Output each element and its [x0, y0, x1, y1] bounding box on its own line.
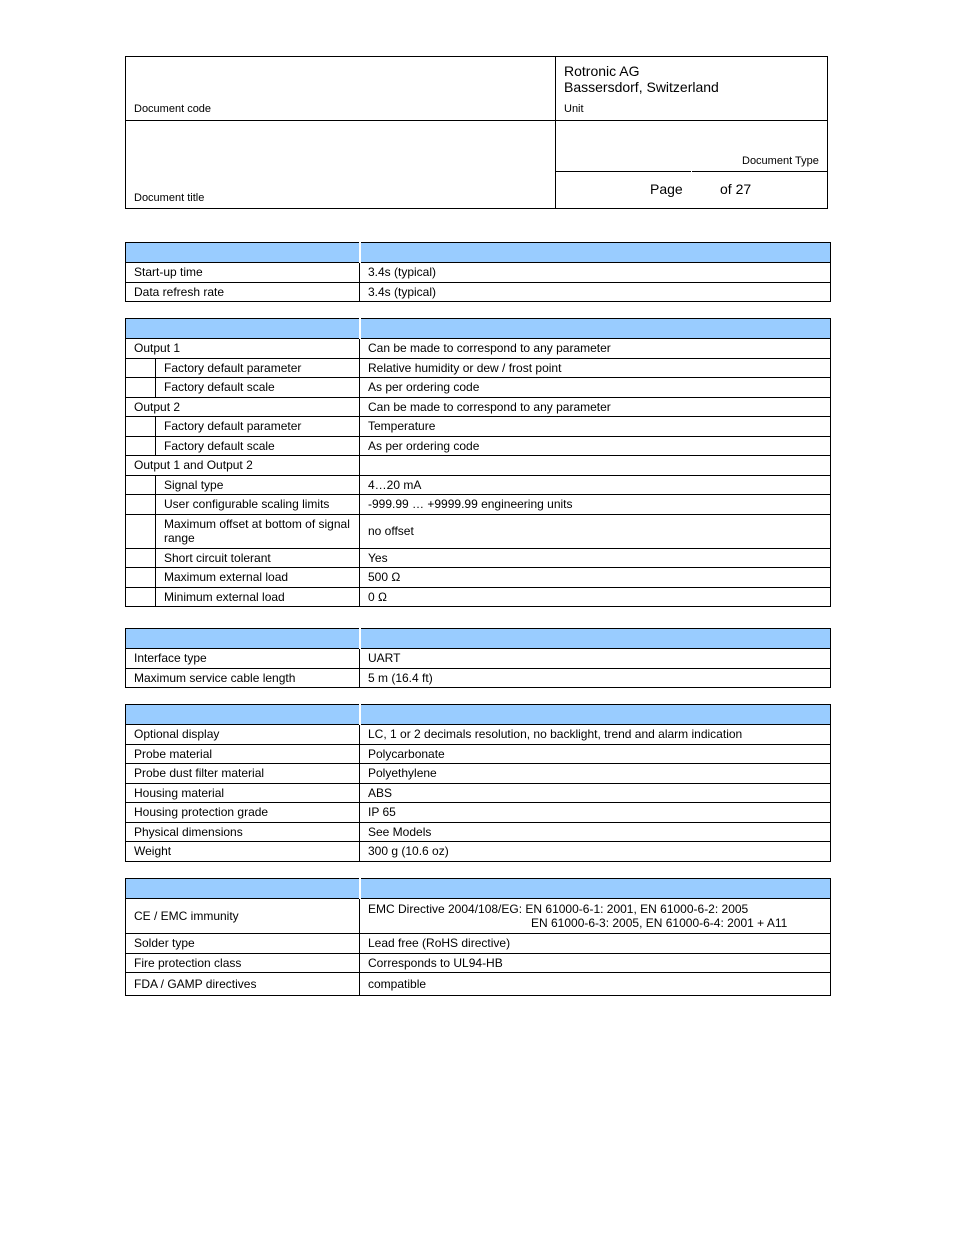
page-cell-gap	[691, 171, 692, 208]
row-label: Factory default scale	[156, 436, 360, 456]
header-divider-horizontal	[126, 120, 827, 121]
row-value: See Models	[360, 822, 831, 842]
row-label: Factory default parameter	[156, 358, 360, 378]
table-row	[126, 568, 831, 588]
table-row	[126, 649, 831, 669]
emc-line-1: EMC Directive 2004/108/EG: EN 61000-6-1: 2001, EN 61000-6-2: 2005	[368, 902, 749, 916]
emc-line-2: EN 61000-6-3: 2005, EN 61000-6-4: 2001 + A11	[531, 916, 788, 930]
row-label: Fire protection class	[126, 953, 360, 973]
row-value: Polycarbonate	[360, 744, 831, 764]
row-label: Interface type	[126, 649, 360, 669]
row-value	[360, 899, 831, 934]
row-label: Weight	[126, 842, 360, 862]
table-row	[126, 436, 831, 456]
unit-label: Unit	[564, 103, 584, 115]
table-row	[126, 803, 831, 823]
interface-table	[125, 628, 831, 688]
row-value: ABS	[360, 783, 831, 803]
row-value: 300 g (10.6 oz)	[360, 842, 831, 862]
table-row	[126, 764, 831, 784]
table-row	[126, 514, 831, 548]
row-label: Maximum external load	[156, 568, 360, 588]
compliance-table	[125, 878, 831, 996]
table-header-row	[126, 243, 831, 263]
row-label: Minimum external load	[156, 587, 360, 607]
row-label: User configurable scaling limits	[156, 495, 360, 515]
row-label: Start-up time	[126, 263, 360, 283]
row-label: Short circuit tolerant	[156, 548, 360, 568]
table-row	[126, 934, 831, 954]
header-divider-vertical	[555, 57, 556, 208]
row-label: Data refresh rate	[126, 282, 360, 302]
row-value: Corresponds to UL94-HB	[360, 953, 831, 973]
row-value: 0 Ω	[360, 587, 831, 607]
document-header	[125, 56, 828, 209]
company-location: Bassersdorf, Switzerland	[564, 79, 719, 95]
row-value: -999.99 … +9999.99 engineering units	[360, 495, 831, 515]
row-value: IP 65	[360, 803, 831, 823]
row-label: Factory default scale	[156, 378, 360, 398]
company-name: Rotronic AG	[564, 63, 640, 79]
table-row	[126, 822, 831, 842]
table-row	[126, 475, 831, 495]
row-value: As per ordering code	[360, 378, 831, 398]
table-row	[126, 378, 831, 398]
row-label: Factory default parameter	[156, 417, 360, 437]
row-value: Relative humidity or dew / frost point	[360, 358, 831, 378]
row-label: Output 1 and Output 2	[126, 456, 360, 476]
row-value	[360, 456, 831, 476]
row-value: As per ordering code	[360, 436, 831, 456]
row-value: Polyethylene	[360, 764, 831, 784]
table-row	[126, 744, 831, 764]
row-label: Output 1	[126, 339, 360, 359]
table-header-row	[126, 629, 831, 649]
row-label: Signal type	[156, 475, 360, 495]
table-header-row	[126, 705, 831, 725]
row-label: Optional display	[126, 725, 360, 745]
row-value: Temperature	[360, 417, 831, 437]
table-row	[126, 842, 831, 862]
row-value: Yes	[360, 548, 831, 568]
table-row	[126, 456, 831, 476]
document-type-label: Document Type	[742, 155, 819, 167]
table-row	[126, 548, 831, 568]
document-title-label: Document title	[134, 192, 205, 204]
row-label: Solder type	[126, 934, 360, 954]
table-row	[126, 339, 831, 359]
row-value: Lead free (RoHS directive)	[360, 934, 831, 954]
row-value: LC, 1 or 2 decimals resolution, no backlight, trend and alarm indication	[360, 725, 831, 745]
row-value: 3.4s (typical)	[360, 282, 831, 302]
row-value: compatible	[360, 973, 831, 996]
row-label: Physical dimensions	[126, 822, 360, 842]
table-row	[126, 899, 831, 934]
row-label: Output 2	[126, 397, 360, 417]
table-row	[126, 358, 831, 378]
row-value: UART	[360, 649, 831, 669]
document-code-label: Document code	[134, 103, 212, 115]
row-label: Maximum offset at bottom of signal range	[156, 514, 360, 548]
row-label: CE / EMC immunity	[126, 899, 360, 934]
table-header-row	[126, 319, 831, 339]
physical-table	[125, 704, 831, 862]
row-value: Can be made to correspond to any parameter	[360, 339, 831, 359]
table-row	[126, 668, 831, 688]
table-row	[126, 417, 831, 437]
row-label: Maximum service cable length	[126, 668, 360, 688]
table-header-row	[126, 879, 831, 899]
row-value: 5 m (16.4 ft)	[360, 668, 831, 688]
row-value: Can be made to correspond to any parameter	[360, 397, 831, 417]
row-label: Probe material	[126, 744, 360, 764]
page-count: of 27	[720, 181, 752, 197]
table-row	[126, 263, 831, 283]
table-row	[126, 397, 831, 417]
page-label: Page	[650, 181, 683, 197]
row-value: 3.4s (typical)	[360, 263, 831, 283]
row-label: Housing protection grade	[126, 803, 360, 823]
table-row	[126, 973, 831, 996]
table-row	[126, 282, 831, 302]
row-label: FDA / GAMP directives	[126, 973, 360, 996]
row-value: no offset	[360, 514, 831, 548]
table-row	[126, 495, 831, 515]
table-row	[126, 587, 831, 607]
table-row	[126, 953, 831, 973]
table-row	[126, 725, 831, 745]
row-label: Probe dust filter material	[126, 764, 360, 784]
row-label: Housing material	[126, 783, 360, 803]
timing-table	[125, 242, 831, 302]
row-value: 500 Ω	[360, 568, 831, 588]
outputs-table	[125, 318, 831, 607]
row-value: 4…20 mA	[360, 475, 831, 495]
table-row	[126, 783, 831, 803]
